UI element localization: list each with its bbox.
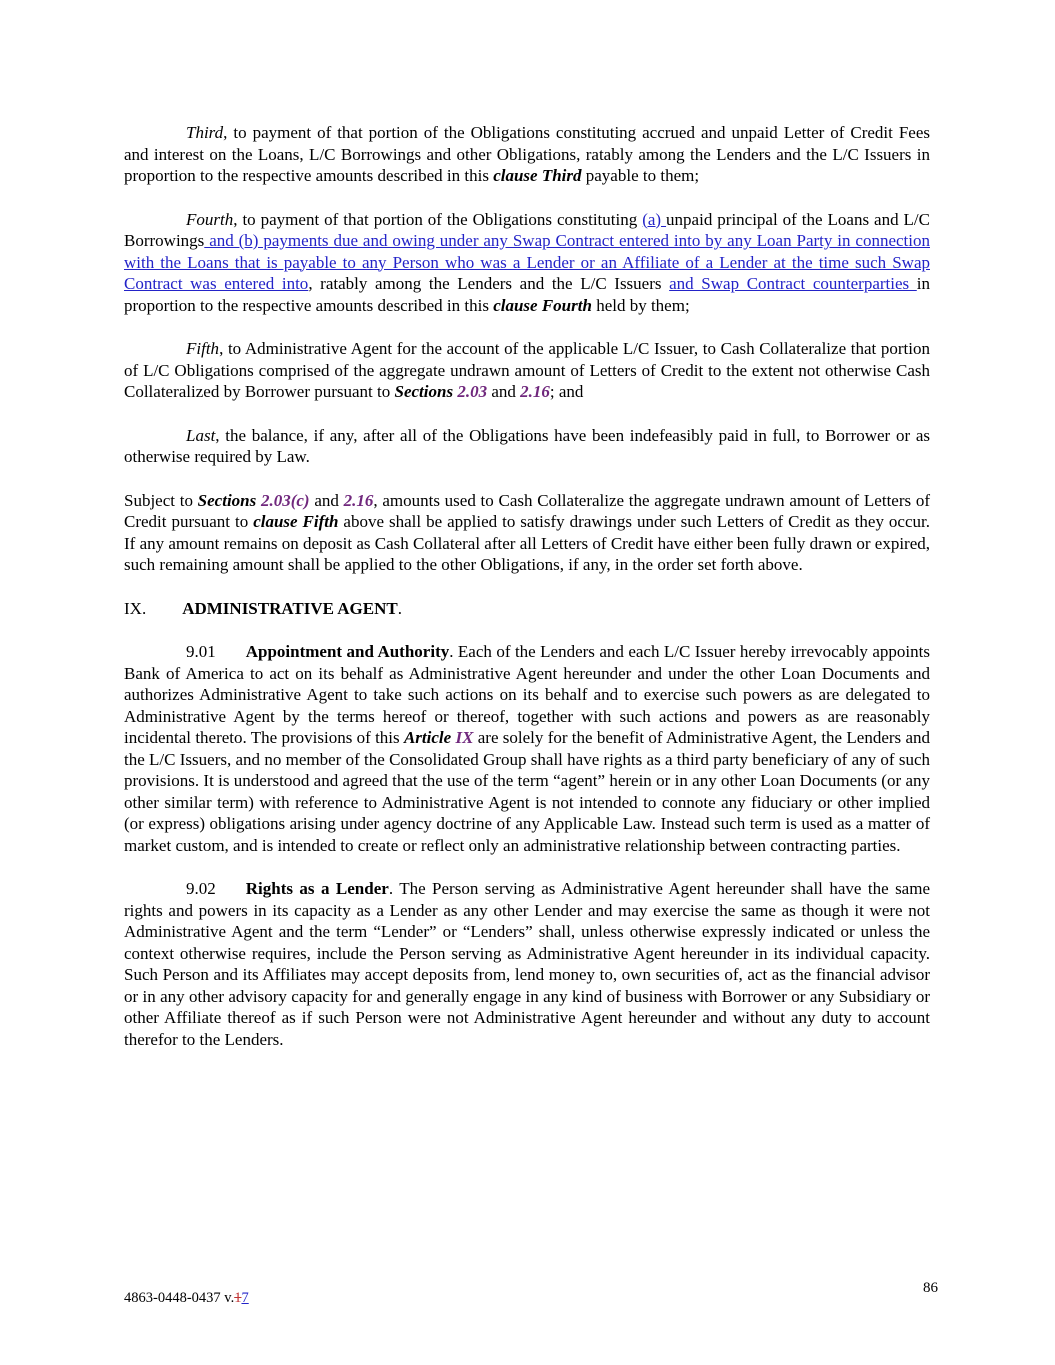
text-run-bi: Sections bbox=[197, 490, 261, 510]
text-run-ref: 2.16 bbox=[343, 490, 374, 510]
text-run: payable to them; bbox=[581, 166, 700, 185]
text-run: 9.01 bbox=[186, 642, 216, 661]
text-run: are solely for the benefit of Administrative Agent, the Lenders and the L/C Issuers, and no member of the Consolidated Group shall have rights as a third party beneficiary of any of such provisions. It is understood and agreed that the use of the term “agent” herein or in any other Loan Documents (or any other similar term) with reference to Administrative Agent is not intended to connote any fiduciary or other implied (or express) obligations arising under agency doctrine of any Applicable Law. Instead such term is used as a matter of market custom, and is intended to create or reflect only an administrative relationship between contracting parties. bbox=[124, 728, 930, 855]
text-run: , to payment of that portion of the Obligations constituting accrued and unpaid Letter of Credit Fees and interest on the Loans, L/C Borrowings and other Obligations, ratably among the Lenders and the L/C Issuers in proportion to the respective amounts described in this bbox=[124, 123, 930, 185]
document-body bbox=[124, 122, 930, 1072]
text-run: Subject to bbox=[124, 490, 198, 510]
text-run: , to payment of that portion of the Obligations constituting bbox=[233, 209, 643, 229]
text-run-b: ADMINISTRATIVE AGENT bbox=[182, 598, 398, 618]
paragraph-last bbox=[124, 425, 930, 468]
footer-page-number: 86 bbox=[923, 1280, 938, 1296]
text-run-ref: 2.16 bbox=[520, 382, 550, 401]
paragraph-fourth bbox=[124, 209, 930, 317]
text-run: 4863-0448-0437 v. bbox=[124, 1290, 235, 1306]
text-run-bi: clause Third bbox=[493, 166, 582, 185]
text-run: , amounts used to Cash Collateralize the aggregate undrawn amount of Letters of Credit pursuant to bbox=[124, 490, 931, 531]
text-run: and bbox=[487, 382, 521, 401]
text-run: and bbox=[309, 490, 344, 510]
text-run-b: Rights as a Lender bbox=[245, 879, 389, 898]
text-run: , the balance, if any, after all of the Obligations have been indefeasibly paid in full, to Borrower or as otherwise required by Law. bbox=[124, 425, 930, 466]
text-run: held by them; bbox=[591, 295, 690, 315]
text-run: , to Administrative Agent for the account of the applicable L/C Issuer, to Cash Collateralize that portion of L/C Obligations comprised of the aggregate undrawn amount of Letters of Credit to the extent not otherwise Cash Collateralized by Borrower pursuant to bbox=[124, 339, 930, 401]
text-run-ins: and (b) payments due and owing under any Swap Contract entered into by any Loan Party in connection with the Loans that is payable to any Person who was a Lender or an Affiliate of a Lender at the time such Swap Contract was entered into bbox=[124, 231, 930, 293]
paragraph-third bbox=[124, 122, 930, 187]
text-run-bi: Article bbox=[403, 728, 456, 747]
text-run-i: Fifth bbox=[186, 339, 220, 358]
text-run-bi: Sections bbox=[394, 382, 458, 401]
text-run-ref: IX bbox=[455, 728, 474, 747]
text-run: ; and bbox=[549, 382, 584, 401]
paragraph-cash-collateral bbox=[124, 490, 930, 576]
text-run-del: 1 bbox=[234, 1290, 242, 1306]
text-run-i: Fourth bbox=[186, 209, 234, 229]
text-run-ins: and Swap Contract counterparties bbox=[669, 274, 917, 293]
footer-doc-id bbox=[124, 1289, 249, 1307]
text-run: above shall be applied to satisfy drawings under such Letters of Credit as they occur. If any amount remains on deposit as Cash Collateral after all Letters of Credit have either been fully drawn or expired, such remaining amount shall be applied to the other Obligations, if any, in the order set forth above. bbox=[124, 512, 930, 574]
text-run-ref: 2.03(c) bbox=[260, 490, 310, 510]
text-run: . The Person serving as Administrative Agent hereunder shall have the same rights and powers in its capacity as a Lender as any other Lender and may exercise the same as though it were not Administrative Agent and the term “Lender” or “Lenders” shall, unless otherwise expressly indicated or unless the context otherwise requires, include the Person serving as Administrative Agent hereunder in its individual capacity. Such Person and its Affiliates may accept deposits from, lend money to, own securities of, act as the financial advisor or in any other advisory capacity for and generally engage in any kind of business with Borrower or any Subsidiary or other Affiliate thereof as if such Person were not Administrative Agent hereunder and without any duty to account therefor to the Lenders. bbox=[124, 879, 931, 1049]
text-run: unpaid principal of the Loans and L/C Borrowings bbox=[124, 209, 930, 250]
heading-administrative-agent bbox=[124, 598, 930, 620]
paragraph-section-9-01 bbox=[124, 641, 930, 856]
text-run: . Each of the Lenders and each L/C Issuer hereby irrevocably appoints Bank of America to act on its behalf as Administrative Agent hereunder and under the other Loan Documents and authorizes Administrative Agent to take such actions on its behalf and to exercise such powers as are delegated to Administrative Agent by the terms hereof or thereof, together with such actions and powers as are reasonably incidental thereto. The provisions of this bbox=[124, 642, 930, 747]
text-run-ref: 2.03 bbox=[457, 382, 488, 401]
text-run: 9.02 bbox=[186, 879, 216, 898]
text-run-bi: clause Fifth bbox=[253, 512, 339, 531]
text-run-i: Last bbox=[186, 425, 216, 445]
text-run: in proportion to the respective amounts described in this bbox=[124, 274, 930, 315]
text-run: . bbox=[397, 598, 402, 618]
paragraph-fifth bbox=[124, 338, 930, 403]
text-run-ins: 7 bbox=[241, 1290, 249, 1306]
text-run-bi: clause Fourth bbox=[493, 295, 592, 315]
text-run: IX. bbox=[124, 598, 147, 618]
text-run-i: Third bbox=[186, 123, 224, 142]
text-run: , ratably among the Lenders and the L/C Issuers bbox=[308, 274, 670, 293]
paragraph-section-9-02 bbox=[124, 878, 930, 1050]
text-run-b: Appointment and Authority bbox=[245, 642, 450, 661]
text-run-ins: (a) bbox=[642, 209, 667, 229]
